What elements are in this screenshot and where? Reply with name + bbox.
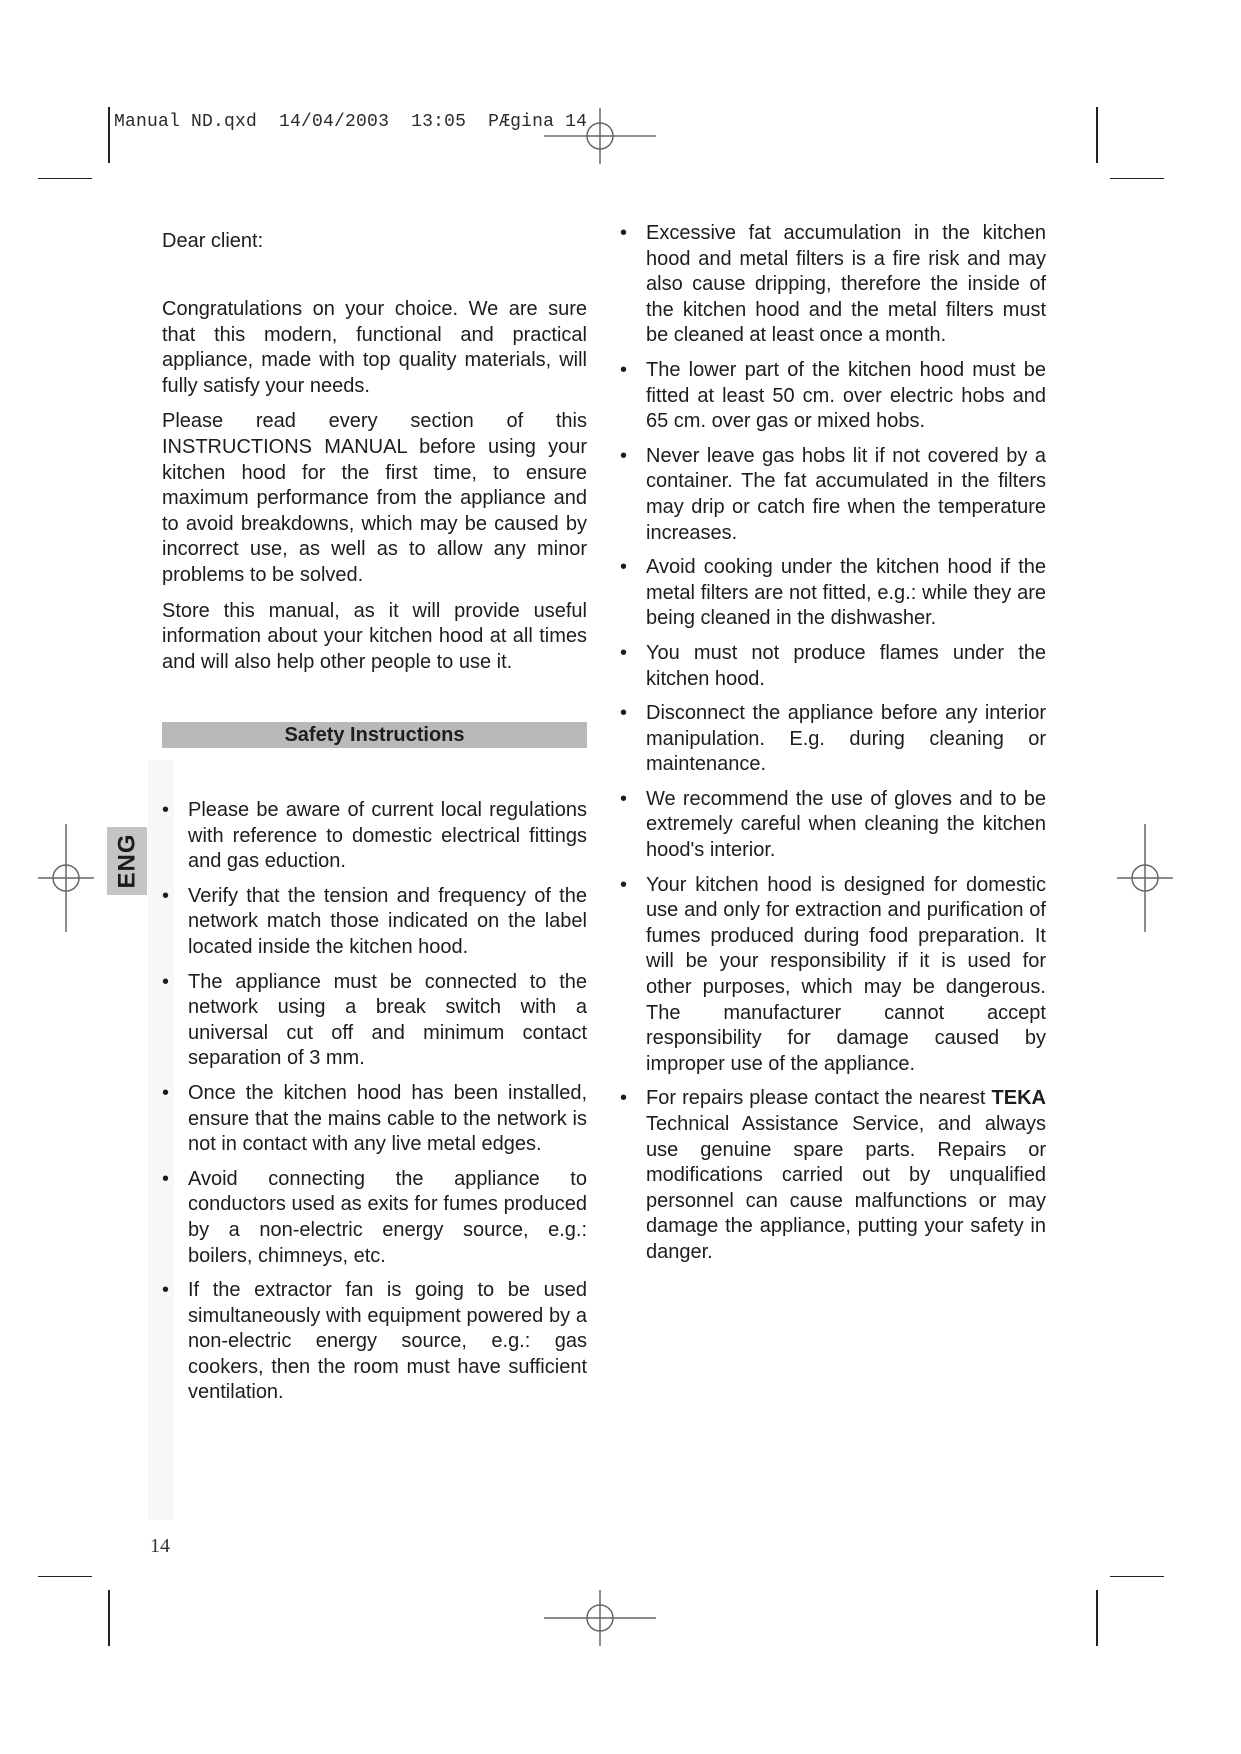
slug-file: Manual ND.qxd (114, 112, 258, 132)
list-item (162, 1167, 587, 1269)
intro-section (162, 297, 587, 685)
list-item-text: Disconnect the appliance before any interior manipulation. E.g. during cleaning or maintenance. (646, 702, 1046, 776)
bullet-icon: • (620, 641, 628, 664)
list-item (620, 873, 1046, 1078)
intro-paragraph: Store this manual, as it will provide useful information about your kitchen hood at all times and will also help other people to use it. (162, 599, 587, 673)
list-item (162, 884, 587, 961)
safety-list-left (162, 798, 587, 1415)
crop-mark (1096, 107, 1098, 163)
repair-list-item (620, 1086, 1046, 1265)
list-item-text: If the extractor fan is going to be used simultaneously with equipment powered by a non-electric energy source, e.g.: gas cookers, then the room must have sufficient ventilation. (188, 1279, 587, 1404)
registration-mark-icon (540, 106, 660, 166)
intro-paragraph: Congratulations on your choice. We are sure that this modern, functional and practical appliance, made with top quality materials, will fully satisfy your needs. (162, 298, 587, 397)
list-item-text: The lower part of the kitchen hood must be fitted at least 50 cm. over electric hobs and 65 cm. over gas or mixed hobs. (646, 358, 1046, 433)
list-item-text: We recommend the use of gloves and to be extremely careful when cleaning the kitchen hood's interior. (646, 787, 1046, 862)
bullet-icon: • (620, 444, 628, 467)
list-item (620, 555, 1046, 632)
crop-mark (38, 178, 92, 179)
greeting: Dear client: (162, 230, 264, 252)
list-item-text: Please be aware of current local regulations with reference to domestic electrical fittings and gas eduction. (188, 799, 587, 873)
list-item (162, 798, 587, 875)
list-item-text: Once the kitchen hood has been installed, ensure that the mains cable to the network is not in contact with any live metal edges. (188, 1081, 587, 1156)
bullet-icon: • (620, 358, 628, 381)
list-item-text: Excessive fat accumulation in the kitchen hood and metal filters is a fire risk and may also cause dripping, therefore the inside of the kitchen hood and the metal filters must be cleaned at least once a month. (646, 222, 1046, 347)
list-item-text: Your kitchen hood is designed for domestic use and only for extraction and purification of fumes produced during food preparation. It will be your responsibility if it is used for other purposes, which may be dangerous. The manufacturer cannot accept responsibility for damage caused by improper use of the appliance. (646, 873, 1046, 1075)
repair-text-after: Technical Assistance Service, and always use genuine spare parts. Repairs or modifications carried out by unqualified personnel can cause malfunctions or may damage the appliance, putting your safety in danger. (646, 1113, 1046, 1263)
list-item (162, 970, 587, 1072)
list-item (162, 1081, 587, 1158)
registration-mark-icon (540, 1588, 660, 1648)
list-item (620, 701, 1046, 778)
bullet-icon: • (620, 787, 628, 810)
crop-mark (38, 1576, 92, 1577)
bullet-icon: • (162, 970, 170, 993)
bullet-icon: • (620, 1087, 628, 1110)
list-item (620, 787, 1046, 864)
safety-list-right (620, 221, 1046, 1275)
bullet-icon: • (162, 884, 170, 907)
list-item-text: Avoid cooking under the kitchen hood if the metal filters are not fitted, e.g.: while they are being cleaned in the dishwasher. (646, 556, 1046, 630)
repair-text-before: For repairs please contact the nearest (646, 1087, 992, 1110)
bullet-icon: • (620, 702, 628, 725)
crop-mark (1110, 1576, 1164, 1577)
list-item (620, 641, 1046, 692)
language-tab-label: ENG (113, 833, 141, 889)
list-item-text: Never leave gas hobs lit if not covered by a container. The fat accumulated in the filters may drip or catch fire when the temperature increases. (646, 444, 1046, 544)
slug-time: 13:05 (411, 112, 467, 132)
print-slug (114, 112, 587, 132)
bullet-icon: • (620, 873, 628, 896)
list-item-text: You must not produce flames under the kitchen hood. (646, 641, 1046, 690)
crop-mark (108, 107, 110, 163)
intro-paragraph: Please read every section of this INSTRUCTIONS MANUAL before using your kitchen hood for the first time, to ensure maximum performance from the appliance and to avoid breakdowns, which may be caused by incorrect use, as well as to allow any minor problems to be solved. (162, 410, 587, 586)
list-item-text: Avoid connecting the appliance to conductors used as exits for fumes produced by a non-electric energy source, e.g.: boilers, chimneys, etc. (188, 1167, 587, 1267)
bullet-icon: • (162, 1167, 170, 1190)
crop-mark (1110, 178, 1164, 179)
list-item-text: The appliance must be connected to the network using a break switch with a universal cut off and minimum contact separation of 3 mm. (188, 970, 587, 1070)
registration-mark-icon (36, 822, 96, 934)
safety-instructions-heading: Safety Instructions (162, 722, 587, 748)
list-item-text: Verify that the tension and frequency of the network match those indicated on the label located inside the kitchen hood. (188, 884, 587, 958)
page-number: 14 (150, 1535, 170, 1557)
bullet-icon: • (162, 1081, 170, 1104)
bullet-icon: • (162, 799, 170, 821)
bullet-icon: • (620, 222, 628, 244)
bullet-icon: • (162, 1279, 170, 1302)
bullet-icon: • (620, 556, 628, 579)
slug-page: PÆgina 14 (488, 112, 588, 132)
slug-date: 14/04/2003 (279, 112, 390, 132)
list-item (162, 1278, 587, 1406)
list-item (620, 358, 1046, 435)
crop-mark (108, 1590, 110, 1646)
list-item (620, 221, 1046, 349)
language-tab (107, 827, 147, 895)
registration-mark-icon (1115, 822, 1175, 934)
crop-mark (1096, 1590, 1098, 1646)
list-item (620, 444, 1046, 546)
brand-name: TEKA (991, 1087, 1046, 1110)
